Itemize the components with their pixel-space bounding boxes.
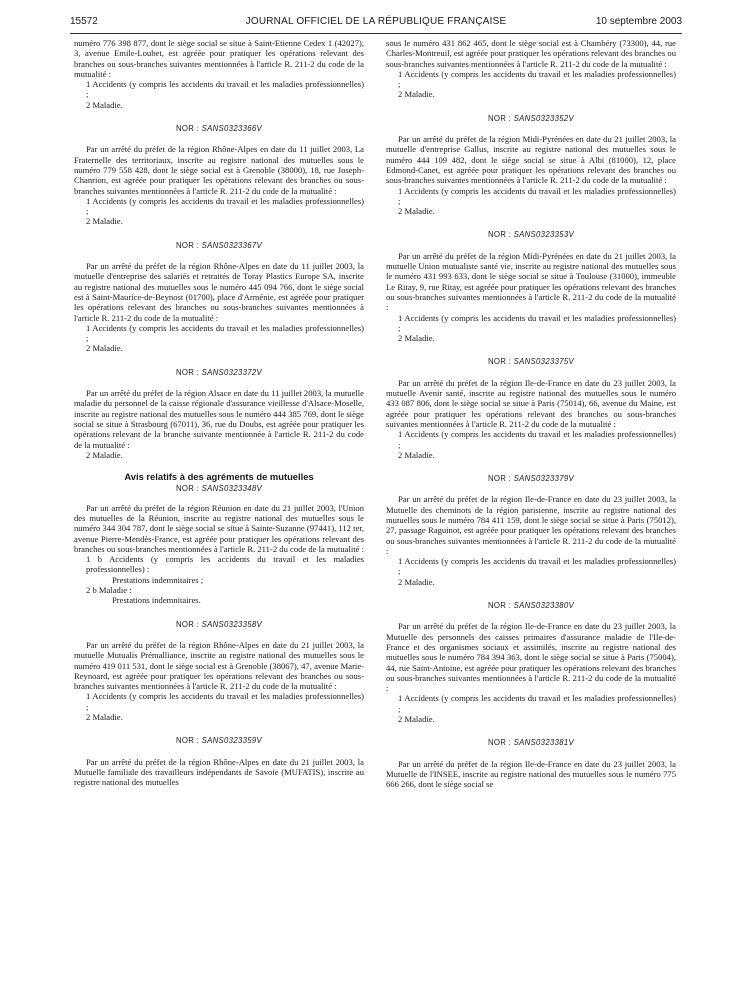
list-item: 2 Maladie.	[86, 99, 123, 110]
list-item: 2 Maladie.	[86, 712, 123, 723]
list-item: 1 Accidents (y compris les accidents du travail et les maladies professionnelles) ;	[398, 68, 676, 90]
list-item: 2 Maladie.	[86, 216, 123, 227]
nor-label: NOR :	[175, 240, 202, 250]
nor-label: NOR :	[487, 230, 514, 240]
list-item: 1 Accidents (y compris les accidents du travail et les maladies professionnelles) ;	[86, 691, 364, 712]
list-item: 1 Accidents (y compris les accidents du travail et les maladies professionnelles) ;	[398, 185, 676, 206]
list-item: 2 Maladie.	[398, 714, 435, 725]
nor-code: SANS0323366V	[201, 124, 262, 134]
nor-label: NOR :	[175, 484, 202, 494]
list-item: 2 Maladie.	[86, 449, 123, 460]
list-item: 1 Accidents (y compris les accidents du travail et les maladies professionnelles) ;	[398, 429, 676, 450]
list-item: 2 Maladie.	[86, 343, 123, 354]
nor-reference	[74, 368, 364, 378]
journal-title: JOURNAL OFFICIEL DE LA RÉPUBLIQUE FRANÇAISE	[245, 16, 507, 27]
decree-text: Par un arrêté du préfet de la région Ile-de-France en date du 23 juillet 2003, la mutuelle Avenir santé, inscrite au registre national des mutuelles sous le numéro 433 087 806, dont le siège social se situe à Paris (75014), 66, avenue du Maine, est agréée pour pratiquer les opérations relevant des branches ou sous-branches suivantes mentionnées à l'article R. 211-2 du code de la mutualité :	[386, 377, 676, 429]
nor-label: NOR :	[175, 736, 202, 746]
nor-code: SANS0323381V	[513, 738, 574, 748]
nor-reference	[386, 474, 676, 484]
section-title: Avis relatifs à des agréments de mutuelles	[124, 471, 314, 483]
list-item: 2 Maladie.	[398, 89, 435, 100]
nor-code: SANS0323348V	[201, 484, 262, 494]
continued-text: numéro 776 398 877, dont le siège social se situe à Saint-Etienne Cedex 1 (42027), 3, avenue Emile-Loubet, est agréée pour pratiquer les opérations relevant des branches ou sous-branches suivantes mentionnées à l'article R. 211-2 du code de la mutualité :	[74, 38, 364, 79]
nor-label: NOR :	[487, 601, 514, 611]
list-sub-item: Prestations indemnitaires ;	[112, 574, 204, 585]
list-item: 2 Maladie.	[398, 333, 435, 344]
list-item: 1 Accidents (y compris les accidents du travail et les maladies professionnelles) ;	[86, 195, 364, 217]
decree-text: Par un arrêté du préfet de la région Rhône-Alpes en date du 21 juillet 2003, la Mutuelle familiale des travailleurs indépendants de Savoie (MUFATIS), inscrite au registre national des mutuelles	[74, 756, 364, 788]
continued-text: sous le numéro 431 862 465, dont le siège social est à Chambéry (73300), 44, rue Charles-Montreuil, est agréée pour pratiquer les opérations relevant des branches ou sous-branches suivantes mentionnées à l'article R. 211-2 du code de la mutualité :	[386, 38, 676, 69]
nor-code: SANS0323375V	[513, 357, 574, 367]
list-item: 2 b Maladie :	[86, 585, 132, 596]
nor-reference	[386, 230, 676, 240]
decree-text: Par un arrêté du préfet de la région Alsace en date du 11 juillet 2003, la mutuelle maladie du personnel de la caisse régionale d'assurance vieillesse d'Alsace-Moselle, inscrite au registre national des mutuelles sous le numéro 444 385 769, dont le siège social se situe à Strasbourg (67011), 36, rue du Doubs, est agréée pour pratiquer les opérations relevant de la branche suivante mentionnée à l'article R. 211-2 du code de la mutualité :	[74, 388, 364, 450]
nor-code: SANS0323352V	[513, 113, 574, 123]
nor-label: NOR :	[487, 357, 514, 367]
nor-reference	[74, 241, 364, 251]
nor-reference	[74, 484, 364, 494]
decree-text: Par un arrêté du préfet de la région Midi-Pyrénées en date du 21 juillet 2003, la mutuelle d'entreprise Gallus, inscrite au registre national des mutuelles sous le numéro 444 109 482, dont le siège social se situe à Albi (81000), 12, place Edmond-Canet, est agréée pour pratiquer les opérations relevant des branches ou sous-branches suivantes mentionnées à l'article R. 211-2 du code de la mutualité :	[386, 134, 676, 186]
decree-text: Par un arrêté du préfet de la région Réunion en date du 21 juillet 2003, l'Union des mutuelles de la Réunion, inscrite au registre national des mutuelles sous le numéro 344 304 787, dont le siège social se situe à Sainte-Suzanne (97441), 112 ter, avenue Pierre-Mendès-France, est agréée pour pratiquer les opérations relevant des branches ou sous-branches mentionnées à l'article R. 211-2 du code de la mutualité :	[74, 502, 364, 554]
nor-label: NOR :	[175, 124, 202, 134]
list-item: 2 Maladie.	[398, 576, 435, 587]
decree-text: Par un arrêté du préfet de la région Rhône-Alpes en date du 11 juillet 2003, la mutuelle d'entreprise des salariés et retraités de Toray Plastics Europe SA, inscrite au registre national des mutuelles sous le numéro 445 094 766, dont le siège social est à Saint-Maurice-de-Beynost (01700), place d'Arménie, est agréée pour pratiquer les opérations relevant des branches ou sous-branches suivantes mentionnées à l'article R. 211-2 du code de la mutualité :	[74, 261, 364, 323]
nor-reference	[386, 601, 676, 611]
header-rule	[70, 33, 682, 34]
nor-label: NOR :	[487, 738, 514, 748]
nor-code: SANS0323359V	[201, 736, 262, 746]
nor-reference	[74, 620, 364, 630]
nor-reference	[386, 738, 676, 748]
nor-code: SANS0323380V	[513, 601, 574, 611]
list-item: 1 Accidents (y compris les accidents du travail et les maladies professionnelles) ;	[86, 79, 364, 100]
decree-text: Par un arrêté du préfet de la région Rhône-Alpes en date du 11 juillet 2003, La Fraternelle des territoriaux, inscrite au registre national des mutuelles sous le numéro 779 558 428, dont le siège social est à Grenoble (38000), 18, rue Joseph-Chanrion, est agréée pour pratiquer les opérations relevant des branches ou sous-branches suivantes mentionnées à l'article R. 211-2 du code de la mutualité :	[74, 144, 364, 196]
nor-label: NOR :	[487, 113, 514, 123]
list-item: 1 Accidents (y compris les accidents du travail et les maladies professionnelles) ;	[398, 312, 676, 333]
nor-reference	[74, 736, 364, 746]
list-item: 1 b Accidents (y compris les accidents du travail et les maladies professionnelles) :	[86, 554, 364, 575]
nor-label: NOR :	[175, 367, 202, 377]
decree-text: Par un arrêté du préfet de la région Ile-de-France en date du 23 juillet 2003, la Mutuelle des cheminots de la région parisienne, inscrite au registre national des mutuelles sous le numéro 784 411 159, dont le siège social se situe à Paris (75012), 27, passage Raguinot, est agréée pour pratiquer les opérations relevant des branches ou sous-branches suivantes mentionnées à l'article R. 211-2 du code de la mutualité :	[386, 494, 676, 556]
list-item: 1 Accidents (y compris les accidents du travail et les maladies professionnelles) ;	[398, 693, 676, 714]
nor-code: SANS0323353V	[513, 230, 574, 240]
nor-code: SANS0323358V	[201, 619, 262, 629]
decree-text: Par un arrêté du préfet de la région Ile-de-France en date du 23 juillet 2003, la Mutuelle de l'INSEE, inscrite au registre national des mutuelles sous le numéro 775 666 266, dont le siège social se	[386, 758, 676, 790]
decree-text: Par un arrêté du préfet de la région Midi-Pyrénées en date du 21 juillet 2003, la mutuelle Union mutualiste santé vie, inscrite au registre national des mutuelles sous le numéro 431 993 633, dont le siège social se situe à Toulouse (31000), immeuble Le Ritay, 9, rue Ritay, est agréée pour pratiquer les opérations relevant des branches ou sous-branches suivantes mentionnées à l'article R. 211-2 du code de la mutualité :	[386, 250, 676, 313]
list-item: 2 Maladie.	[398, 206, 435, 217]
right-column	[386, 38, 676, 790]
decree-text: Par un arrêté du préfet de la région Ile-de-France en date du 23 juillet 2003, la Mutuelle des personnels des caisses primaires d'assurance maladie de l'Ile-de-France et des organismes sociaux et assimilés, inscrite au registre national des mutuelles sous le numéro 784 394 363, dont le siège social se situe à Paris (75004), 44, rue Saint-Antoine, est agréée pour pratiquer les opérations relevant des branches ou sous-branches suivantes mentionnées à l'article R. 211-2 du code de la mutualité :	[386, 621, 676, 694]
list-item: 2 Maladie.	[398, 449, 435, 460]
nor-label: NOR :	[487, 474, 514, 484]
list-sub-item: Prestations indemnitaires.	[112, 595, 201, 606]
issue-date: 10 septembre 2003	[595, 16, 682, 27]
page-number: 15572	[70, 16, 98, 27]
nor-reference	[386, 357, 676, 367]
nor-reference	[386, 114, 676, 124]
decree-text: Par un arrêté du préfet de la région Rhône-Alpes en date du 21 juillet 2003, la mutuelle Mutualis Prémalliance, inscrite au registre national des mutuelles sous le numéro 419 011 531, dont le siège social est à Grenoble (38067), 47, avenue Marie-Reynoard, est agréée pour pratiquer les opérations relevant des branches ou sous-branches suivantes mentionnées à l'article R. 211-2 du code de la mutualité :	[74, 639, 364, 692]
list-item: 1 Accidents (y compris les accidents du travail et les maladies professionnelles) ;	[398, 556, 676, 577]
nor-label: NOR :	[175, 619, 202, 629]
nor-code: SANS0323372V	[201, 367, 262, 377]
list-item: 1 Accidents (y compris les accidents du travail et les maladies professionnelles) ;	[86, 322, 364, 344]
nor-code: SANS0323379V	[513, 474, 574, 484]
left-column	[74, 38, 364, 788]
nor-reference	[74, 124, 364, 134]
nor-code: SANS0323367V	[201, 240, 262, 250]
page-header	[70, 15, 682, 31]
